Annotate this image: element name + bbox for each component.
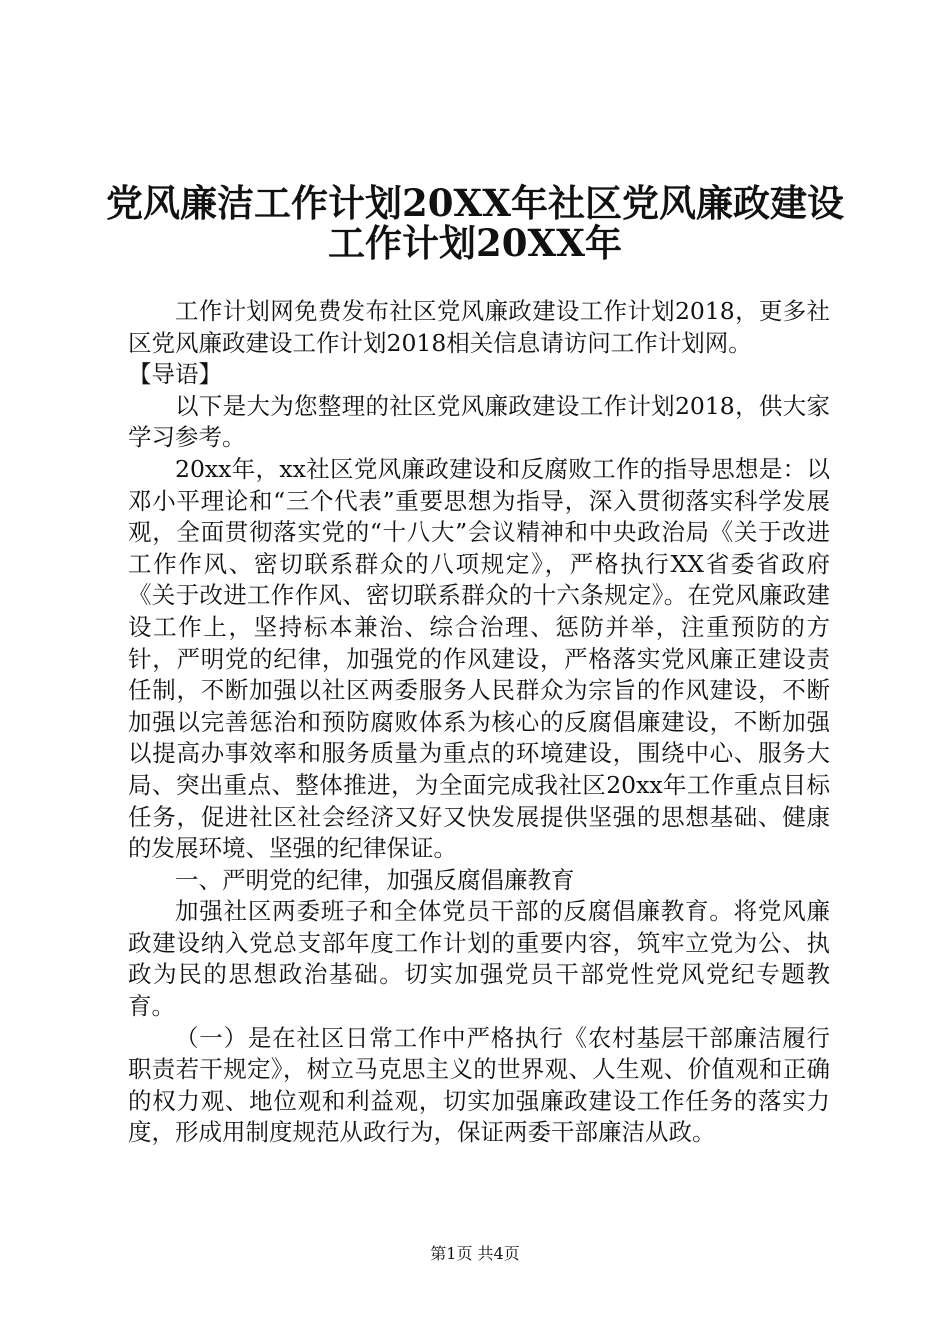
paragraph-preface: 以下是大为您整理的社区党风廉政建设工作计划2018，供大家学习参考。 (128, 391, 830, 452)
document-body (128, 296, 830, 1149)
paragraph-guiding-thought: 20xx年，xx社区党风廉政建设和反腐败工作的指导思想是：以邓小平理论和“三个代表”重要思想为指导，深入贯彻落实科学发展观，全面贯彻落实党的“十八大”会议精神和中央政治局《关于改进工作作风、密切联系群众的八项规定》，严格执行XX省委省政府《关于改进工作作风、密切联系群众的十六条规定》。在党风廉政建设工作上，坚持标本兼治、综合治理、惩防并举，注重预防的方针，严明党的纪律，加强党的作风建设，严格落实党风廉正建设责任制，不断加强以社区两委服务人民群众为宗旨的作风建设，不断加强以完善惩治和预防腐败体系为核心的反腐倡廉建设，不断加强以提高办事效率和服务质量为重点的环境建设，围绕中心、服务大局、突出重点、整体推进，为全面完成我社区20xx年工作重点目标任务，促进社区社会经济又好又快发展提供坚强的思想基础、健康的发展环境、坚强的纪律保证。 (128, 454, 830, 863)
page-footer: 第1页 共4页 (430, 1244, 520, 1263)
section-heading-1: 一、严明党的纪律，加强反腐倡廉教育 (175, 865, 575, 894)
document-title-line-2: 工作计划20XX年 (328, 221, 622, 265)
paragraph-section-1: 加强社区两委班子和全体党员干部的反腐倡廉教育。将党风廉政建设纳入党总支部年度工作计划的重要内容，筑牢立党为公、执政为民的思想政治基础。切实加强党员干部党性党风党纪专题教育。 (128, 897, 830, 1021)
paragraph-guide-label: 【导语】 (128, 360, 222, 389)
paragraph-subsection-1: （一）是在社区日常工作中严格执行《农村基层干部廉洁履行职责若干规定》，树立马克思主义的世界观、人生观、价值观和正确的权力观、地位观和利益观，切实加强廉政建设工作任务的落实力度，形成用制度规范从政行为，保证两委干部廉洁从政。 (128, 1023, 830, 1147)
paragraph-intro: 工作计划网免费发布社区党风廉政建设工作计划2018，更多社区党风廉政建设工作计划2018相关信息请访问工作计划网。 (128, 297, 830, 357)
document-title-line-1: 党风廉洁工作计划20XX年社区党风廉政建设 (106, 181, 844, 225)
